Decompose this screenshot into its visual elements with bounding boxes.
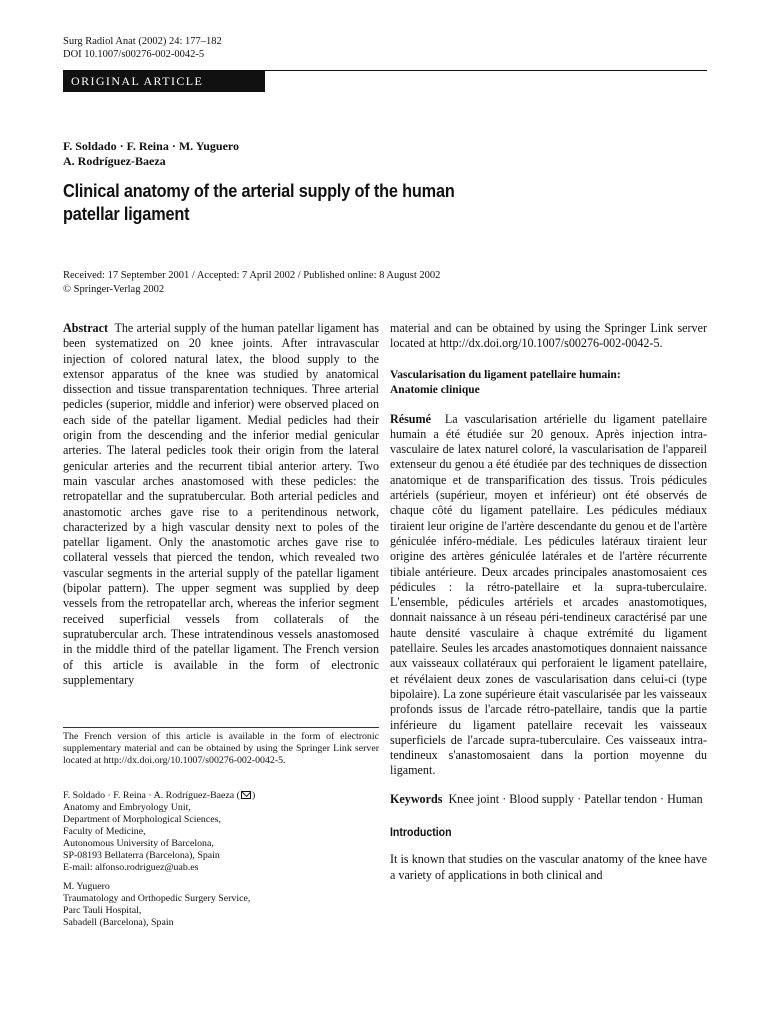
copyright-line: © Springer-Verlag 2002	[63, 284, 165, 295]
abstract-section	[63, 321, 379, 688]
affiliation-line: Faculty of Medicine,	[63, 826, 146, 837]
publication-dates	[63, 269, 440, 297]
keywords-text: Knee joint · Blood supply · Patellar tendon · Human	[448, 791, 703, 806]
affiliation-names: F. Soldado · F. Reina · A. Rodríguez-Baeza (	[63, 790, 240, 801]
abstract-text: The arterial supply of the human patellar ligament has been systematized on 20 knee joints. After intravascular injection of colored natural latex, the blood supply to the extensor apparatus of the knee was studied by anatomical dissection and tissue transparentation techniques. Three arterial pedicles (superior, middle and inferior) were observed placed on each side of the patellar ligament. Medial pedicles had their origin from the descending and the inferior medial genicular arteries. The lateral pedicles took their origin from the lateral genicular arteries and the recurrent tibial anterior artery. Two main vascular arches anastomosed with these pedicles: the retropatellar and the supratubercular. Both arterial pedicles and anastomotic arches gave rise to a peritendinous network, characterized by a high vascular density next to poles of the patellar ligament. Only the anastomotic arches gave rise to collateral vessels that pierced the tendon, which revealed two vascular segments in the arterial supply of the patellar ligament (bipolar pattern). The upper segment was supplied by deep vessels from the retropatellar arch, whereas the inferior segment received superficial vessels from collaterals of the supratubercular arch. These intratendinous vessels anastomosed in the middle third of the patellar ligament. The French version of this article is available in the form of electronic supplementary	[63, 321, 379, 687]
footnote: The French version of this article is available in the form of electronic supplementary material and can be obtained by using the Springer Link server located at http://dx.doi.org/10.1007/s00276-002-0042-5.	[63, 731, 379, 766]
abstract-continued: material and can be obtained by using the Springer Link server located at http://dx.doi.org/10.1007/s00276-002-0042-5.	[390, 321, 707, 351]
affiliation-secondary	[63, 881, 379, 929]
abstract-label: Abstract	[63, 321, 109, 335]
affiliation-line: Autonomous University of Barcelona,	[63, 838, 214, 849]
journal-header	[63, 35, 222, 61]
article-type-banner: ORIGINAL ARTICLE	[63, 70, 265, 92]
resume-label: Résumé	[390, 411, 431, 426]
affiliation-names-end: )	[251, 790, 256, 801]
email-line[interactable]: E-mail: alfonso.rodriguez@uab.es	[63, 862, 199, 873]
right-column	[390, 321, 707, 883]
title-line: patellar ligament	[63, 203, 190, 224]
keywords-label: Keywords	[390, 791, 443, 806]
introduction-text: It is known that studies on the vascular anatomy of the knee have a variety of applications in both clinical and	[390, 852, 707, 882]
journal-doi: DOI 10.1007/s00276-002-0042-5	[63, 49, 205, 60]
author-line: F. Soldado · F. Reina · M. Yuguero	[63, 139, 240, 153]
affiliation-line: Parc Tauli Hospital,	[63, 905, 142, 916]
affiliation-line: Department of Morphological Sciences,	[63, 814, 221, 825]
affiliation-line: Traumatology and Orthopedic Surgery Service,	[63, 893, 251, 904]
french-heading-line: Vascularisation du ligament patellaire humain:	[390, 368, 621, 381]
envelope-icon	[241, 791, 251, 799]
affiliation-line: M. Yuguero	[63, 881, 110, 892]
affiliation-line: Sabadell (Barcelona), Spain	[63, 917, 174, 928]
author-list	[63, 139, 239, 169]
dates-line: Received: 17 September 2001 / Accepted: 7 April 2002 / Published online: 8 August 2002	[63, 270, 441, 281]
journal-citation: Surg Radiol Anat (2002) 24: 177–182	[63, 36, 222, 47]
affiliation-primary	[63, 790, 379, 874]
affiliation-names-line	[63, 790, 379, 802]
article-title	[63, 179, 556, 225]
affiliation-line: SP-08193 Bellaterra (Barcelona), Spain	[63, 850, 220, 861]
footnote-rule	[63, 727, 379, 728]
resume-text: La vascularisation artérielle du ligament patellaire humain a été étudiée sur 20 genoux. Après injection intra-vasculaire de latex naturel coloré, la vascularisation de l'appareil extenseur du genou a été étudiée par des techniques de dissection anatomique et de transparification des tissus. Trois pédicules artériels (supérieur, moyen et inférieur) ont été observés de chaque côté du ligament patellaire. Les pédicules médiaux tiraient leur origine de l'artère descendante du genou et de l'artère géniculée inféro-médiale. Les pédicules latéraux tiraient leur origine des artères géniculée latérales et de l'artère récurrente tibiale antérieure. Deux arcades principales anastomosaient ces pédicules : la rétro-patellaire et la supra-tuberculaire. L'ensemble, pédicules artériels et arcades anastomotiques, donnait naissance à un réseau péri-tendineux caractérisé par une haute densité vasculaire à chaque extrémité du ligament patellaire. Seules les arcades anastomotiques donnaient naissance aux vaisseaux collatéraux qui perforaient le ligament patellaire, et révélaient deux zones de vascularisation dans celui-ci (type bipolaire). La zone supérieure était vascularisée par les vaisseaux profonds issus de l'arcade rétro-patellaire, tandis que la partie inférieure du ligament patellaire recevait les vaisseaux superficiels de l'arcade supra-tuberculaire. Ces vaisseaux intra-tendineux s'anastomosaient dans la portion moyenne du ligament.	[390, 411, 708, 778]
affiliation-line: Anatomy and Embryology Unit,	[63, 802, 191, 813]
title-line: Clinical anatomy of the arterial supply of the human	[63, 180, 455, 201]
french-heading-line: Anatomie clinique	[390, 383, 480, 396]
author-line: A. Rodríguez-Baeza	[63, 154, 166, 168]
introduction-heading: Introduction	[390, 825, 452, 840]
